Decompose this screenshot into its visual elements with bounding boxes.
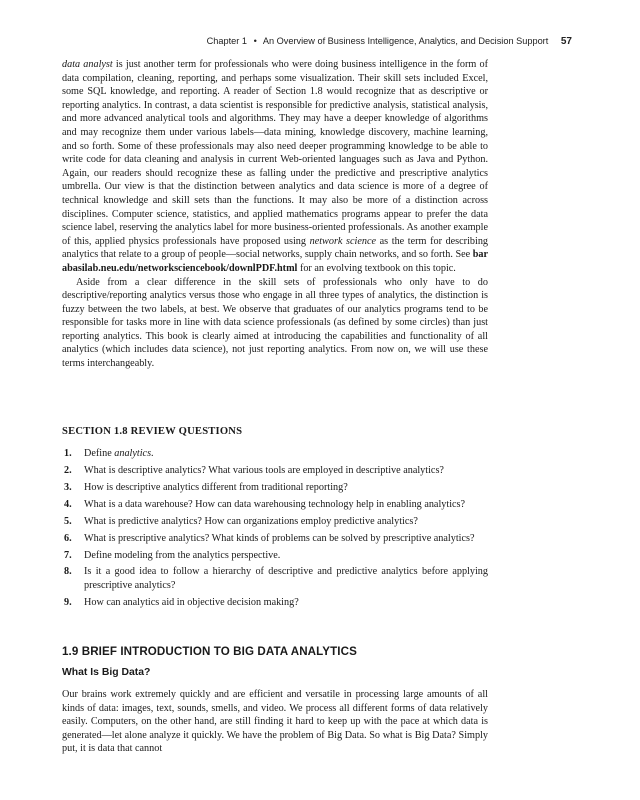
question-text: How is descriptive analytics different from traditional reporting? [84, 481, 348, 493]
paragraph-1-text-b: as the term for describing analytics that relate to a group of people—social networks, supply chain networks, and so forth. See [62, 235, 489, 261]
question-text-suffix: . [151, 447, 154, 459]
term-network-science: network science [309, 235, 377, 247]
paragraph-3: Our brains work extremely quickly and are efficient and versatile in processing large amounts of all kinds of data: images, text, sounds, smells, and video. We process all different forms of data relatively easily. Computers, on the other hand, are still finding it hard to keep up with the pace at which data is generated—let alone analyze it quickly. We have the problem of Big Data. So what is Big Data? Simply put, it is data that cannot [62, 689, 488, 755]
chapter-label: Chapter 1 [206, 36, 247, 46]
question-number: 3. [64, 481, 72, 493]
body-text-bottom [62, 688, 488, 756]
question-number: 2. [64, 464, 72, 476]
review-question-6 [62, 532, 488, 546]
question-number: 1. [64, 447, 72, 459]
question-text: Is it a good idea to follow a hierarchy of descriptive and predictive analytics before applying prescriptive analytics? [84, 566, 488, 592]
question-text: Define modeling from the analytics perspective. [84, 549, 281, 561]
paragraph-1-text-c: for an evolving textbook on this topic. [297, 262, 456, 274]
term-data-analyst: data analyst [62, 59, 113, 70]
paragraph-1-text-a: is just another term for professionals who were doing business intelligence in the form of data compilation, cleaning, reporting, and perhaps some visualization. Their skill sets included Excel, some SQL knowledge, and reporting. A reader of Section 1.8 would recognize that as descriptive or reporting analytics. In contrast, a data scientist is responsible for predictive analysis, statistical analysis, and more advanced analytical tools and algorithms. They may have a deeper knowledge of algorithms and may recognize them under various labels—data mining, knowledge discovery, machine learning, and so forth. Some of these professionals may also need deeper programming knowledge to be able to write code for data cleaning and analysis in current Web-oriented languages such as Java and Python. Again, our readers should recognize these as falling under the predictive and prescriptive analytics umbrella. Our view is that the distinction between analytics and data science is more of a degree of technical knowledge and skill sets than the functions. It may also be more of a distinction across disciplines. Computer science, statistics, and applied mathematics programs appear to prefer the data science label, reserving the analytics label for more business-oriented professionals. As another example of this, applied physics professionals have proposed using [62, 59, 488, 247]
question-text: What is a data warehouse? How can data warehousing technology help in enabling analytics? [84, 498, 466, 510]
review-heading: SECTION 1.8 REVIEW QUESTIONS [62, 426, 243, 437]
review-question-3 [62, 481, 488, 495]
review-question-1 [62, 447, 488, 461]
section-heading: 1.9 BRIEF INTRODUCTION TO BIG DATA ANALYTICS [62, 645, 357, 658]
body-text-top [62, 58, 488, 371]
review-question-4 [62, 498, 488, 512]
bullet-separator: • [253, 36, 257, 46]
question-text: What is descriptive analytics? What various tools are employed in descriptive analytics? [84, 464, 444, 476]
running-head [62, 36, 572, 47]
page-number: 57 [560, 36, 572, 47]
chapter-title: An Overview of Business Intelligence, Analytics, and Decision Support [262, 36, 549, 46]
review-question-5 [62, 515, 488, 529]
question-number: 4. [64, 498, 72, 510]
question-number: 5. [64, 515, 72, 527]
review-questions [62, 425, 488, 613]
question-text: How can analytics aid in objective decision making? [84, 597, 299, 609]
review-question-8 [62, 565, 488, 592]
textbook-url-link[interactable]: barabasilab.neu.edu/networksciencebook/downlPDF.html [62, 249, 488, 274]
term-analytics: analytics [114, 447, 152, 459]
review-question-7 [62, 549, 488, 563]
review-question-9 [62, 596, 488, 610]
subheading: What Is Big Data? [62, 667, 151, 678]
question-number: 7. [64, 549, 72, 561]
question-number: 6. [64, 532, 72, 544]
paragraph-2: Aside from a clear difference in the skill sets of professionals who only have to do descriptive/reporting analytics versus those who engage in all three types of analytics, the distinction is fuzzy between the two labels, at best. We observe that graduates of our analytics programs tend to be responsible for tasks more in line with data science professionals (as defined by some circles) than just reporting analytics. This book is clearly aimed at introducing the capabilities and functionality of all analytics (which includes data science), not just reporting analytics. From now on, we will use these terms interchangeably. [62, 276, 488, 370]
paragraph-1 [62, 58, 488, 276]
question-text: What is predictive analytics? How can organizations employ predictive analytics? [84, 515, 418, 527]
question-text: What is prescriptive analytics? What kinds of problems can be solved by prescriptive analytics? [84, 532, 475, 544]
question-number: 9. [64, 597, 72, 609]
question-number: 8. [64, 566, 72, 578]
question-text: Define [84, 447, 115, 459]
review-list [62, 447, 488, 610]
review-question-2 [62, 464, 488, 478]
